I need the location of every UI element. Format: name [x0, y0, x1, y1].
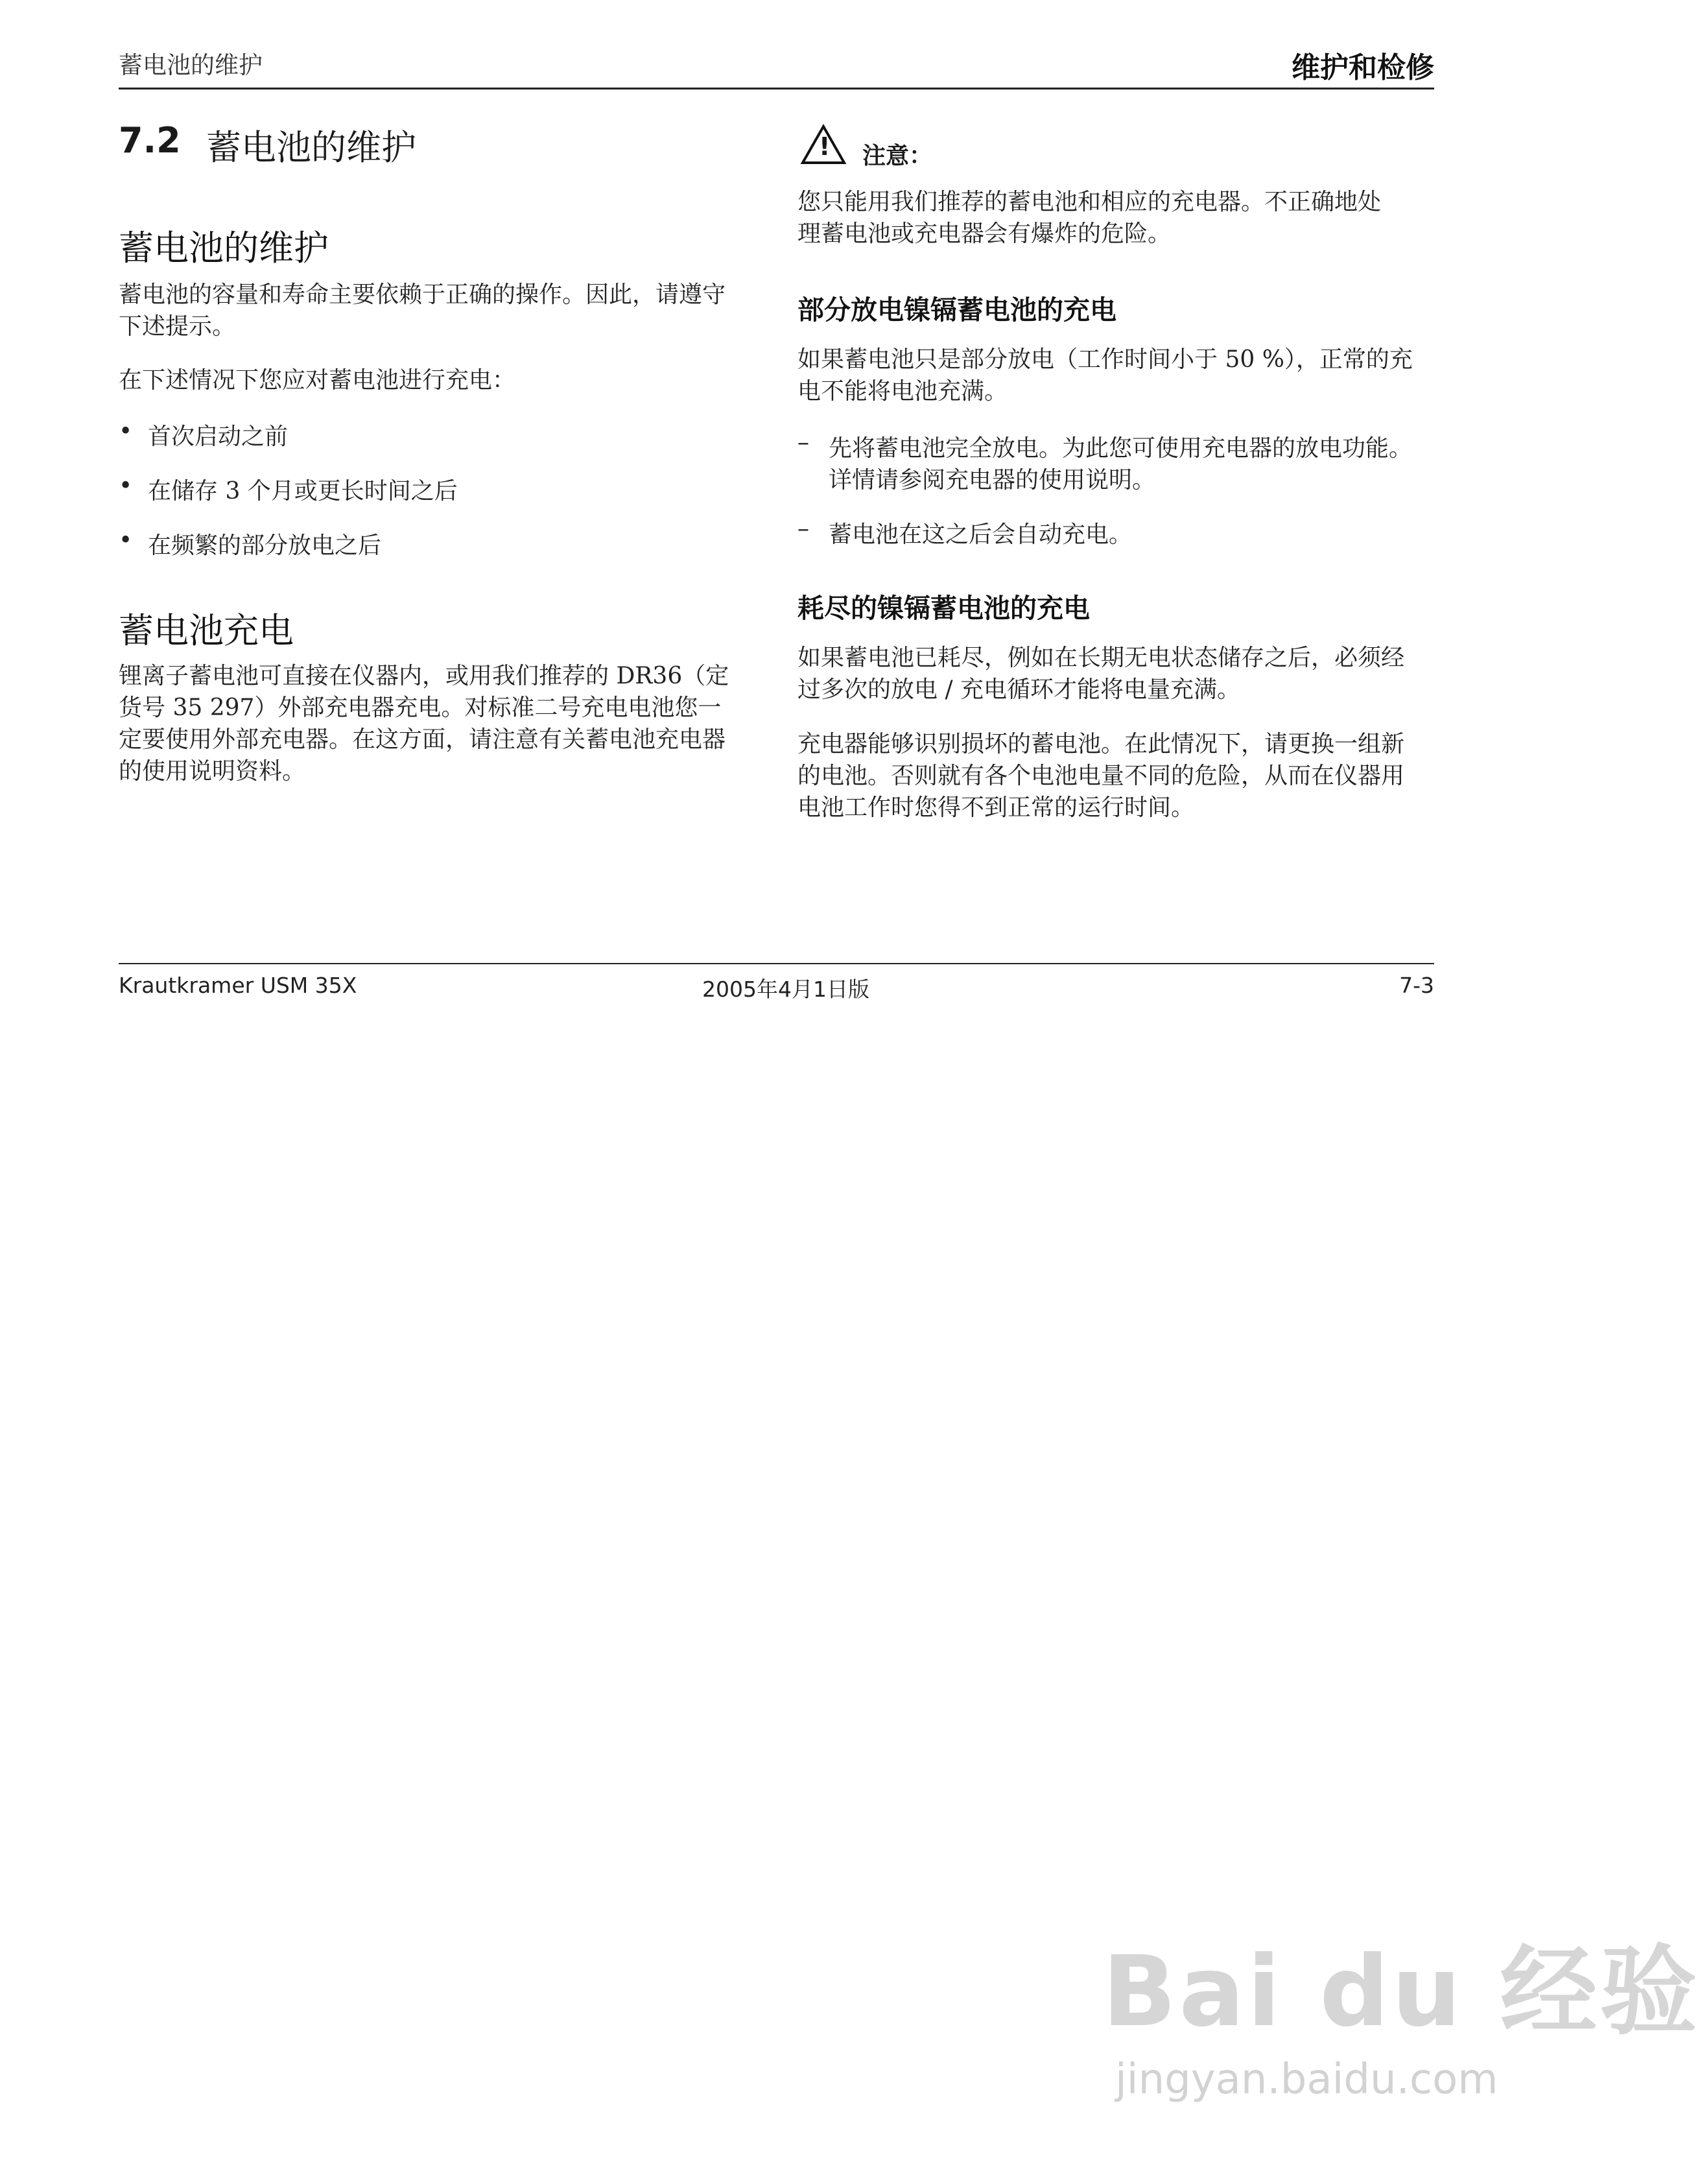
depleted-paragraph-line-1: 如果蓄电池已耗尽，例如在长期无电状态储存之后，必须经 — [797, 645, 1405, 671]
warning-triangle-icon — [801, 125, 846, 165]
heading-battery-maintenance: 蓄电池的维护 — [119, 228, 329, 268]
running-header-right: 维护和检修 — [1292, 51, 1434, 84]
depleted-paragraph-line-2: 过多次的放电 / 充电循环才能将电量充满。 — [797, 676, 1241, 703]
dash-icon: – — [797, 516, 809, 542]
list-item-text: 在储存 3 个月或更长时间之后 — [148, 478, 458, 504]
dash-icon: – — [797, 429, 809, 456]
dash-item-line-2: 详情请参阅充电器的使用说明。 — [829, 467, 1156, 493]
heading-depleted-charging: 耗尽的镍镉蓄电池的充电 — [797, 593, 1090, 624]
damaged-paragraph-line-1: 充电器能够识别损坏的蓄电池。在此情况下，请更换一组新 — [797, 731, 1405, 757]
bullet-icon: • — [119, 418, 133, 445]
header-rule — [119, 88, 1434, 89]
dash-item-line-1: 先将蓄电池完全放电。为此您可使用充电器的放电功能。 — [829, 435, 1413, 462]
charging-paragraph-line-2: 货号 35 297）外部充电器充电。对标准二号充电电池您一 — [119, 694, 722, 721]
damaged-paragraph-line-3: 电池工作时您得不到正常的运行时间。 — [797, 794, 1195, 821]
running-header-left: 蓄电池的维护 — [119, 51, 263, 79]
damaged-paragraph-line-2: 的电池。否则就有各个电池电量不同的危险，从而在仪器用 — [797, 763, 1405, 789]
list-item-text: 首次启动之前 — [148, 423, 289, 450]
footer-page-number: 7-3 — [1399, 973, 1434, 998]
footer-edition: 2005年4月1日版 — [702, 977, 869, 1002]
section-number: 7.2 — [119, 120, 181, 161]
dash-item-text: 蓄电池在这之后会自动充电。 — [829, 521, 1133, 548]
charging-paragraph-line-4: 的使用说明资料。 — [119, 758, 306, 785]
partial-paragraph-line-1: 如果蓄电池只是部分放电（工作时间小于 50 %），正常的充 — [797, 346, 1413, 373]
partial-paragraph-line-2: 电不能将电池充满。 — [797, 378, 1008, 405]
caution-label: 注意： — [862, 142, 933, 169]
caution-text-line-1: 您只能用我们推荐的蓄电池和相应的充电器。不正确地处 — [797, 189, 1382, 215]
maintenance-paragraph-line-1: 蓄电池的容量和寿命主要依赖于正确的操作。因此，请遵守 — [119, 281, 726, 308]
section-title: 蓄电池的维护 — [206, 127, 416, 168]
bullet-icon: • — [119, 473, 133, 499]
charging-paragraph-line-3: 定要使用外部充电器。在这方面，请注意有关蓄电池充电器 — [119, 726, 726, 753]
bullet-icon: • — [119, 527, 133, 554]
footer-product: Krautkramer USM 35X — [119, 973, 357, 998]
watermark-logo: Bai du 经验 — [1102, 1936, 1700, 2048]
watermark-url: jingyan.baidu.com — [1115, 2056, 1498, 2104]
caution-text-line-2: 理蓄电池或充电器会有爆炸的危险。 — [797, 220, 1172, 247]
footer-rule — [119, 963, 1434, 964]
list-item-text: 在频繁的部分放电之后 — [148, 532, 382, 559]
charge-conditions-intro: 在下述情况下您应对蓄电池进行充电： — [119, 367, 516, 394]
maintenance-paragraph-line-2: 下述提示。 — [119, 313, 236, 340]
baidu-watermark — [1102, 1893, 1700, 2153]
heading-partial-discharge: 部分放电镍镉蓄电池的充电 — [797, 294, 1116, 326]
charging-paragraph-line-1: 锂离子蓄电池可直接在仪器内，或用我们推荐的 DR36（定 — [119, 663, 729, 689]
heading-battery-charging: 蓄电池充电 — [119, 610, 294, 651]
warning-exclamation-icon: ! — [819, 132, 831, 161]
